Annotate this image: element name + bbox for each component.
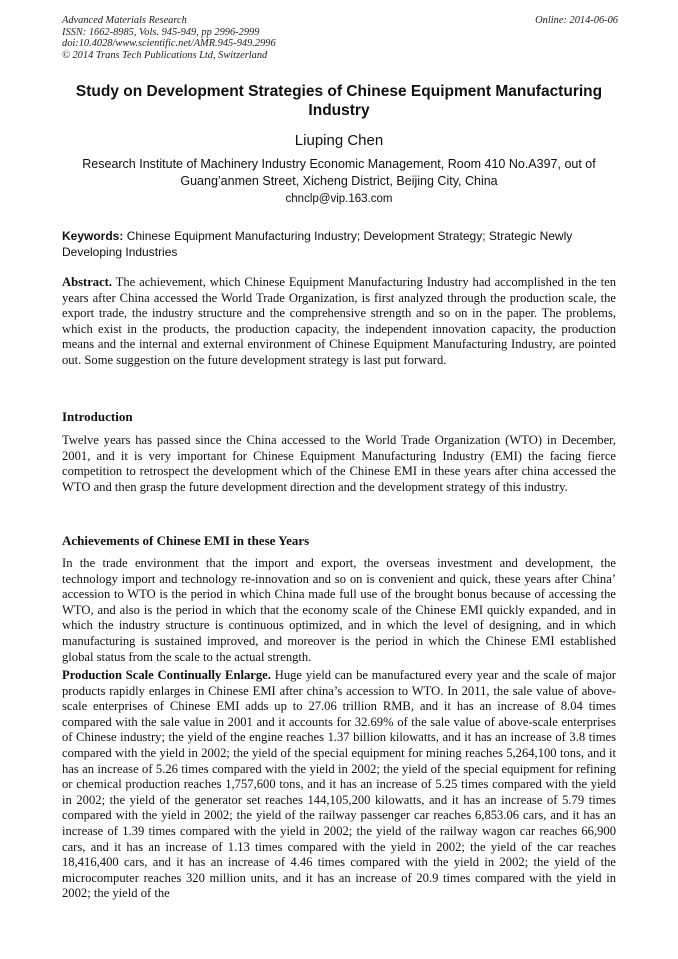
author-affiliation: Research Institute of Machinery Industry Economic Management, Room 410 No.A397, out of Guang’anmen Street, Xicheng District, Beijing City, China	[82, 157, 596, 188]
achievements-heading: Achievements of Chinese EMI in these Years	[62, 533, 310, 548]
copyright-line: © 2014 Trans Tech Publications Ltd, Switzerland	[62, 49, 268, 61]
keywords-label: Keywords:	[62, 229, 124, 243]
keywords	[62, 228, 616, 260]
production-paragraph	[62, 668, 616, 902]
issn-line: ISSN: 1662-8985, Vols. 945-949, pp 2996-2999	[62, 26, 260, 38]
abstract	[62, 275, 616, 369]
author-name: Liuping Chen	[294, 132, 384, 149]
journal-name: Advanced Materials Research	[62, 15, 187, 26]
introduction-heading: Introduction	[62, 409, 133, 424]
introduction-paragraph: Twelve years has passed since the China accessed to the World Trade Organization (WTO) in December, 2001, and it is very important for Chinese Equipment Manufacturing Industry (EMI) the facing fierce competition to retrospect the development which of the Chinese EMI in these years after china accessed the WTO and then grasp the future development direction and the development strategy of this industry.	[62, 433, 616, 494]
online-date: Online: 2014-06-06	[535, 15, 618, 26]
production-text: Huge yield can be manufactured every year and the scale of major products rapidly enlarges in Chinese EMI after china’s accession to WTO. In 2011, the sale value of above-scale enterprises of Chinese EMI adds up to 27.06 trillion RMB, and it has an increase of 8.04 times compared with the sale value in 2001 and it accounts for 32.69% of the sale value of above-scale enterprises of Chinese industry; the yield of the engine reaches 1.37 billion kilowatts, and it has an increase of 3.8 times compared with the yield in 2002; the yield of the special equipment for mining reaches 5,264,100 tons, and it has an increase of 5.26 times compared with the yield in 2002; the yield of the special equipment for refining or chemical production reaches 1,757,600 tons, and it has an increase of 5.25 times compared with the yield in 2002; the yield of the generator set reaches 144,105,200 kilowatts, and it has an increase of 5.79 times compared with the yield in 2002; the yield of the railway passenger car reaches 6,853.06 cars, and it has an increase of 1.39 times compared with the yield in 2002; the yield of the railway wagon car reaches 66,900 cars, and it has an increase of 1.13 times compared with the yield in 2002; the yield of the car reaches 18,416,400 cars, and it has an increase of 4.46 times compared with the yield in 2002; the yield of the microcomputer reaches 320 million units, and it has an increase of 20.9 times compared with the yield in 2002; the yield of the	[62, 668, 616, 901]
production-label: Production Scale Continually Enlarge.	[62, 668, 271, 682]
abstract-label: Abstract.	[62, 275, 113, 289]
doi-line: doi:10.4028/www.scientific.net/AMR.945-949.2996	[62, 38, 276, 49]
author-email: chnclp@vip.163.com	[285, 193, 393, 205]
abstract-text: The achievement, which Chinese Equipment Manufacturing Industry had accomplished in the ten years after China accessed the World Trade Organization, is first analyzed through the production scale, the export trade, the industry structure and the comprehensive strength and so on in the paper. The problems, which exist in the products, the production capacity, the independent innovation capacity, the production means and the internal and external environment of Chinese Equipment Manufacturing Industry, are pointed out. Some suggestion on the future development strategy is last put forward.	[62, 275, 617, 367]
journal-header	[62, 15, 618, 61]
keywords-text: Chinese Equipment Manufacturing Industry; Development Strategy; Strategic Newly Developing Industries	[62, 229, 573, 259]
paper-title: Study on Development Strategies of Chinese Equipment Manufacturing Industry	[75, 83, 603, 119]
achievements-paragraph: In the trade environment that the import and export, the overseas investment and development, the technology import and technology re-innovation and so on is convenient and quick, these years after China’ accession to WTO is the period in which China made full use of the brought bonus because of accessing the WTO, and also is the period in which that the economy scale of the Chinese EMI quickly expanded, and in which the industry structure is continuous optimized, and in which the level of designing, and in which manufacturing is sustained improved, and moreover is the period in which the Chinese EMI established global status from the scale to the actual strength.	[62, 556, 616, 664]
